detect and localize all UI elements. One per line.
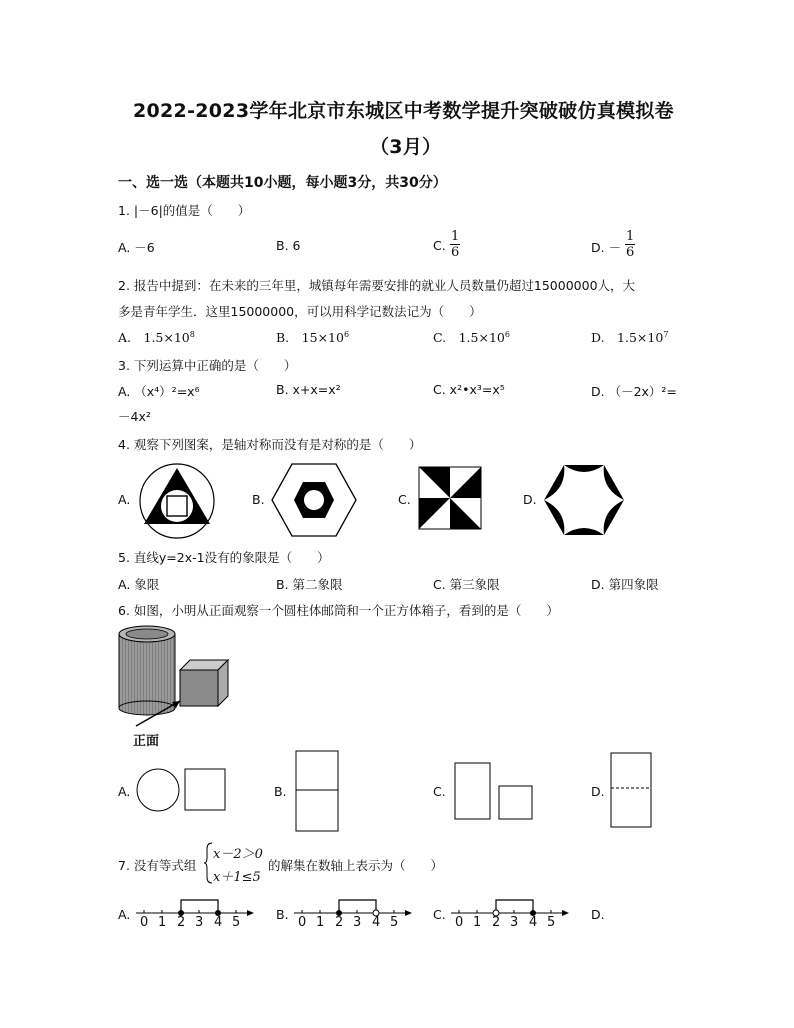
number-line-tick-label: 2 <box>335 915 344 930</box>
question-7-option-a-label: A. <box>118 907 131 922</box>
question-6-option-a-label: A. <box>118 784 131 799</box>
question-2-option-c <box>433 328 510 346</box>
number-line-tick-label: 5 <box>547 915 556 930</box>
option-base: B. 15×10 <box>276 330 344 345</box>
q4-figure-d-curved-star <box>543 463 625 537</box>
option-base: C. 1.5×10 <box>433 330 505 345</box>
question-2-option-d <box>591 328 668 346</box>
question-6-option-c-label: C. <box>433 784 446 799</box>
question-2-stem-line2: 多是青年学生．这里15000000，可以用科学记数法记为（ ） <box>118 304 482 319</box>
number-line-tick-label: 3 <box>353 915 362 930</box>
question-1-option-c-fraction <box>450 229 460 260</box>
question-7-option-b-label: B. <box>276 907 289 922</box>
option-base: D. 1.5×10 <box>591 330 664 345</box>
question-6-stem: 6. 如图，小明从正面观察一个圆柱体邮筒和一个正方体箱子，看到的是（ ） <box>118 603 559 618</box>
number-line-tick-label: 4 <box>372 915 381 930</box>
question-1-option-c-label: C. <box>433 238 446 253</box>
fraction-denominator: 6 <box>626 245 635 260</box>
number-line-tick-label: 3 <box>510 915 519 930</box>
number-line-tick-label: 5 <box>390 915 399 930</box>
fraction-denominator: 6 <box>451 245 460 260</box>
question-7-stem-suffix: 的解集在数轴上表示为（ ） <box>268 858 444 873</box>
q6-option-a-circle-square <box>136 766 228 814</box>
q4-figure-c-pinwheel <box>418 466 482 530</box>
q7-brace-icon <box>203 842 213 884</box>
number-line-tick-label: 1 <box>158 915 167 930</box>
q4-figure-b-hexagon <box>270 462 358 538</box>
option-base: A. 1.5×10 <box>118 330 190 345</box>
question-1-stem: 1. |－6|的值是（ ） <box>118 203 251 218</box>
question-7-option-d-label: D. <box>591 907 605 922</box>
page-subtitle: （3月） <box>370 136 442 158</box>
question-5-option-a: A. 象限 <box>118 577 160 592</box>
number-line-tick-label: 5 <box>232 915 241 930</box>
question-7-stem-prefix: 7. 没有等式组 <box>118 858 197 873</box>
question-4-option-d-label: D. <box>523 492 537 507</box>
question-3-option-b: B. x+x=x² <box>276 382 341 397</box>
question-6-option-b-label: B. <box>274 784 287 799</box>
number-line-tick-label: 4 <box>214 915 223 930</box>
question-4-option-c-label: C. <box>398 492 411 507</box>
option-exponent: 8 <box>189 330 195 339</box>
question-2-option-a <box>118 328 195 346</box>
question-3-option-d: D. （－2x）²= <box>591 384 677 399</box>
question-5-option-b: B. 第二象限 <box>276 577 343 592</box>
number-line-tick-label: 3 <box>195 915 204 930</box>
q7-inequality-2: x＋1≤5 <box>213 870 261 885</box>
question-1-option-d-label: D. － <box>591 240 622 255</box>
question-4-stem: 4. 观察下列图案，是轴对称而没有是对称的是（ ） <box>118 437 422 452</box>
question-3-option-a: A. （x⁴）²=x⁶ <box>118 384 200 399</box>
page-title: 2022-2023学年北京市东城区中考数学提升突破破仿真模拟卷 <box>133 100 674 122</box>
question-6-option-d-label: D. <box>591 784 605 799</box>
number-line-tick-label: 2 <box>492 915 501 930</box>
question-2-stem-line1: 2. 报告中提到：在未来的三年里，城镇每年需要安排的就业人员数量仍超过15000000人，大 <box>118 278 636 293</box>
question-3-stem: 3. 下列运算中正确的是（ ） <box>118 358 297 373</box>
question-4-option-a-label: A. <box>118 492 131 507</box>
number-line-tick-label: 0 <box>298 915 307 930</box>
number-line-tick-label: 4 <box>529 915 538 930</box>
q6-option-d-dashed-rectangle <box>610 752 652 828</box>
question-2-option-b <box>276 328 349 346</box>
question-1-option-a: A. －6 <box>118 240 155 255</box>
number-line-tick-label: 1 <box>473 915 482 930</box>
question-5-stem: 5. 直线y=2x-1没有的象限是（ ） <box>118 550 330 565</box>
q6-option-c-rectangle-square <box>454 762 534 820</box>
question-1-option-d-fraction <box>625 229 635 260</box>
number-line-tick-label: 0 <box>455 915 464 930</box>
question-3-option-d-continued: －4x² <box>118 409 151 424</box>
question-5-option-c: C. 第三象限 <box>433 577 500 592</box>
option-exponent: 6 <box>504 330 510 339</box>
q4-figure-a-circle-triangle <box>138 462 216 540</box>
q6-arrow-icon <box>128 698 184 728</box>
question-3-option-c: C. x²•x³=x⁵ <box>433 382 505 397</box>
question-5-option-d: D. 第四象限 <box>591 577 659 592</box>
option-exponent: 6 <box>343 330 350 339</box>
fraction-numerator: 1 <box>451 229 460 244</box>
q6-option-b-stacked-rectangles <box>295 750 339 832</box>
fraction-numerator: 1 <box>626 229 635 244</box>
question-7-option-c-label: C. <box>433 907 446 922</box>
number-line-tick-label: 2 <box>177 915 186 930</box>
q6-front-label: 正面 <box>133 734 160 749</box>
section-heading: 一、选一选（本题共10小题，每小题3分，共30分） <box>118 175 447 191</box>
number-line-tick-label: 0 <box>140 915 149 930</box>
question-4-option-b-label: B. <box>252 492 265 507</box>
q7-inequality-1: x－2＞0 <box>213 847 263 862</box>
number-line-tick-label: 1 <box>316 915 325 930</box>
option-exponent: 7 <box>663 330 669 339</box>
question-1-option-b: B. 6 <box>276 238 301 253</box>
